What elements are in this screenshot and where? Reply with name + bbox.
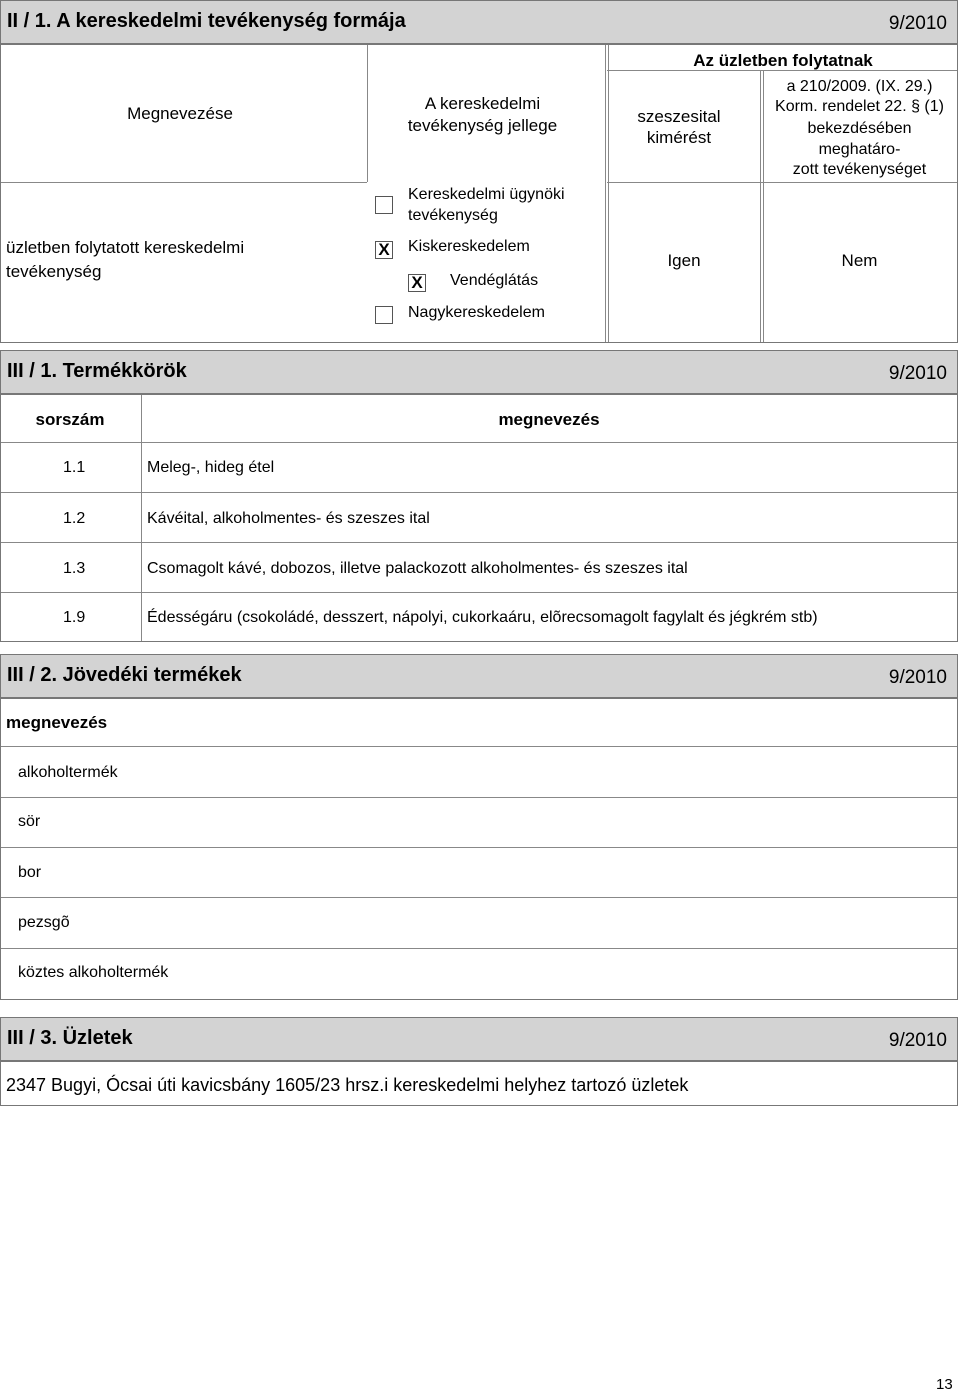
- product-name: Kávéital, alkoholmentes- és szeszes ital: [147, 510, 430, 527]
- excise-column-header: megnevezés: [6, 713, 108, 732]
- decree-header-line: a 210/2009. (IX. 29.): [786, 78, 933, 95]
- decree-value: Nem: [841, 251, 878, 270]
- decree-header-line: Korm. rendelet 22. § (1): [775, 98, 944, 115]
- name-column-header: Megnevezése: [127, 104, 233, 123]
- section-title: III / 2. Jövedéki termékek: [7, 664, 242, 686]
- excise-products-table: [0, 698, 958, 1000]
- product-name: Meleg-, hideg étel: [147, 459, 275, 476]
- option-label: Kereskedelmi ügynöki: [408, 186, 565, 203]
- wholesale-checkbox[interactable]: [375, 306, 393, 324]
- section-header-iii1: [0, 350, 958, 394]
- option-label: Kiskereskedelem: [408, 238, 530, 255]
- row-name-line: tevékenység: [6, 262, 102, 281]
- option-label: Nagykereskedelem: [408, 304, 545, 321]
- decree-header-line: zott tevékenységet: [792, 161, 927, 178]
- product-number: 1.1: [63, 459, 86, 476]
- section-header-iii3: [0, 1017, 958, 1061]
- decree-header-line: meghatáro-: [818, 141, 901, 158]
- hospitality-checkbox[interactable]: X: [408, 274, 426, 292]
- agent-activity-checkbox[interactable]: [375, 196, 393, 214]
- section-title: III / 1. Termékkörök: [7, 360, 187, 382]
- product-number: 1.3: [63, 560, 86, 577]
- section-header-iii2: [0, 654, 958, 698]
- product-number: 1.9: [63, 609, 86, 626]
- product-table: [0, 394, 958, 642]
- option-label: tevékenység: [408, 207, 498, 224]
- excise-item: pezsgõ: [18, 914, 70, 931]
- excise-item: sör: [18, 813, 41, 830]
- page-number: 13: [936, 1376, 953, 1393]
- excise-item: bor: [18, 864, 42, 881]
- decree-header-line: bekezdésében: [807, 120, 912, 137]
- alcohol-value: Igen: [667, 251, 701, 270]
- store-column-header: Az üzletben folytatnak: [693, 51, 873, 70]
- section-year: 9/2010: [888, 13, 947, 34]
- product-number: 1.2: [63, 510, 86, 527]
- option-label: Vendéglátás: [450, 272, 539, 289]
- character-column-header: A kereskedelmi tevékenység jellege: [407, 94, 558, 135]
- number-column-header: sorszám: [35, 410, 105, 429]
- section-title: III / 3. Üzletek: [7, 1027, 133, 1049]
- name-column-header: megnevezés: [498, 410, 600, 429]
- section-year: 9/2010: [888, 363, 947, 384]
- stores-text: 2347 Bugyi, Ócsai úti kavicsbány 1605/23 hrsz.i kereskedelmi helyhez tartozó üzletek: [6, 1075, 689, 1095]
- section-year: 9/2010: [888, 1030, 947, 1051]
- product-name: Édességáru (csokoládé, desszert, nápolyi, cukorkaáru, elõrecsomagolt fagylalt és jégkrém stb): [147, 609, 818, 626]
- section-title: II / 1. A kereskedelmi tevékenység formája: [7, 10, 406, 32]
- row-name-line: üzletben folytatott kereskedelmi: [6, 238, 245, 257]
- excise-item: köztes alkoholtermék: [18, 964, 169, 981]
- excise-item: alkoholtermék: [18, 764, 118, 781]
- product-name: Csomagolt kávé, dobozos, illetve palackozott alkoholmentes- és szeszes ital: [147, 560, 688, 577]
- section-header-ii1: [0, 0, 958, 44]
- section-year: 9/2010: [888, 667, 947, 688]
- retail-checkbox[interactable]: X: [375, 241, 393, 259]
- alcohol-column-header: szeszesital kimérést: [637, 107, 721, 147]
